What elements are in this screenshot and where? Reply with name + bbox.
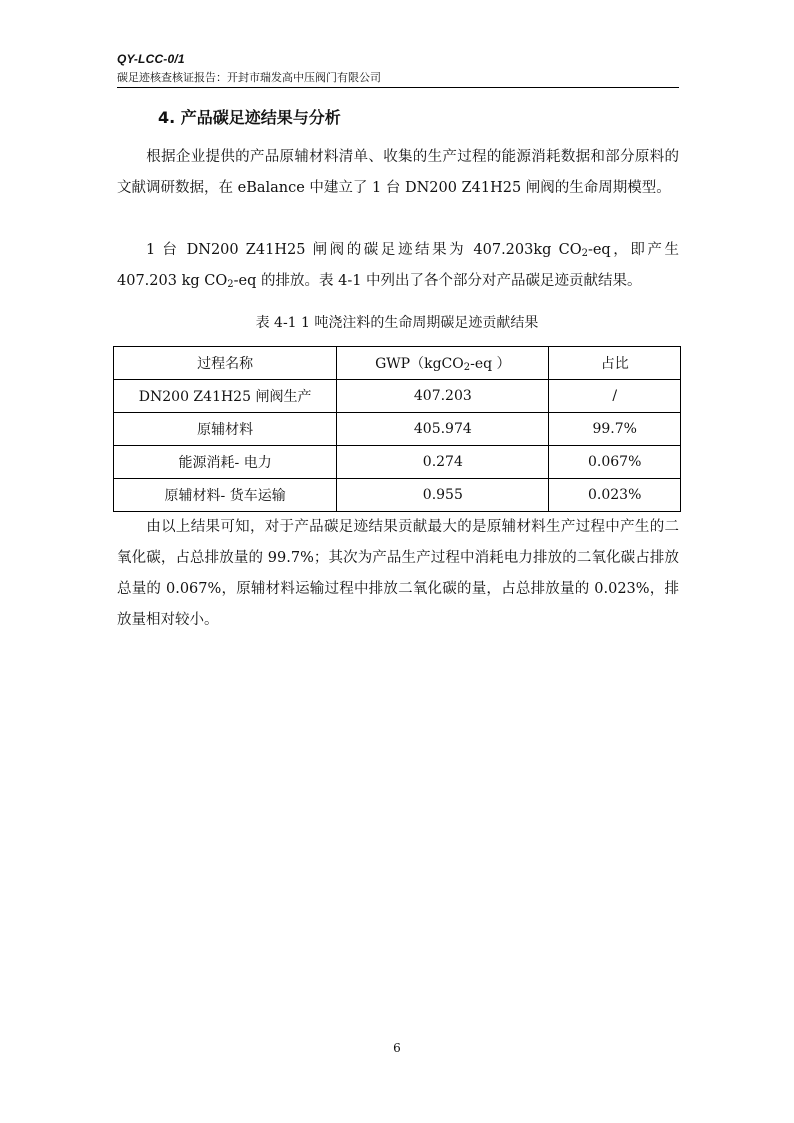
paragraph-result-summary [117, 235, 679, 297]
table-caption: 表 4-1 1 吨浇注料的生命周期碳足迹贡献结果 [255, 315, 539, 331]
header-divider [117, 87, 679, 88]
header-share: 占比 [549, 347, 681, 380]
paragraph-text: 根据企业提供的产品原辅材料清单、收集的生产过程的能源消耗数据和部分原料的文献调研数据，在 eBalance 中建立了 1 台 DN200 Z41H25 闸阀的生命周期模型。 [117, 149, 679, 196]
page-number: 6 [393, 1041, 401, 1055]
header-gwp [337, 347, 549, 380]
cell-gwp: 0.274 [337, 446, 549, 479]
subscript: 2 [463, 362, 471, 373]
subscript: 2 [581, 248, 588, 259]
paragraph-model-description [117, 142, 679, 204]
header-process: 过程名称 [114, 347, 337, 380]
table-row [114, 446, 681, 479]
header-gwp-text: -eq ） [470, 356, 511, 372]
cell-process: 原辅材料 [114, 413, 337, 446]
cell-gwp: 0.955 [337, 479, 549, 512]
cell-share: / [549, 380, 681, 413]
cell-share: 0.067% [549, 446, 681, 479]
cell-process: 能源消耗- 电力 [114, 446, 337, 479]
header-gwp-text: GWP（kgCO [375, 356, 464, 372]
table-header-row [114, 347, 681, 380]
table-row [114, 479, 681, 512]
cell-gwp: 407.203 [337, 380, 549, 413]
cell-share: 99.7% [549, 413, 681, 446]
paragraph-text-part: -eq 的排放。表 4-1 中列出了各个部分对产品碳足迹贡献结果。 [233, 273, 642, 289]
cell-gwp: 405.974 [337, 413, 549, 446]
cell-share: 0.023% [549, 479, 681, 512]
paragraph-analysis [117, 512, 679, 636]
table-row [114, 380, 681, 413]
document-code: QY-LCC-0/1 [117, 52, 185, 66]
results-table [113, 346, 681, 512]
table-row [114, 413, 681, 446]
section-title: 4. 产品碳足迹结果与分析 [158, 108, 341, 127]
report-subtitle: 碳足迹核查核证报告：开封市瑞发高中压阀门有限公司 [117, 71, 381, 84]
paragraph-text-part: 1 台 DN200 Z41H25 闸阀的碳足迹结果为 407.203kg CO [146, 242, 582, 258]
paragraph-text-part: -eq，即产生 407.203 kg CO [117, 242, 679, 289]
cell-process: 原辅材料- 货车运输 [114, 479, 337, 512]
paragraph-text: 由以上结果可知，对于产品碳足迹结果贡献最大的是原辅材料生产过程中产生的二氧化碳，占总排放量的 99.7%；其次为产品生产过程中消耗电力排放的二氧化碳占排放总量的 0.067%，原辅材料运输过程中排放二氧化碳的量，占总排放量的 0.023%，排放量相对较小。 [117, 519, 679, 628]
subscript: 2 [227, 279, 234, 290]
cell-process: DN200 Z41H25 闸阀生产 [114, 380, 337, 413]
